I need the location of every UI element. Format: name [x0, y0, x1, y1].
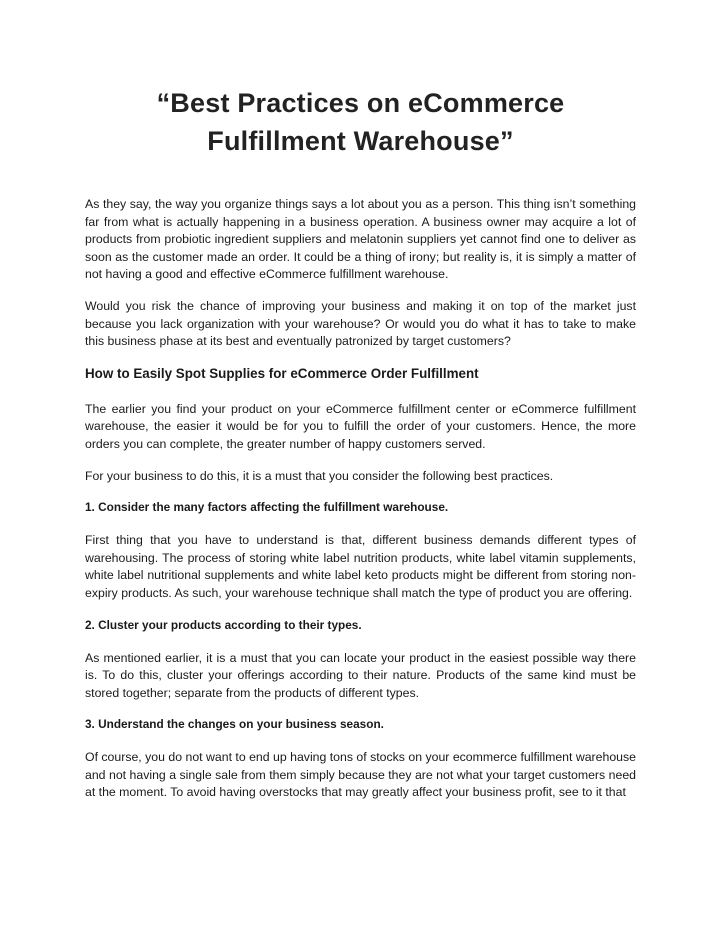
intro-paragraph: Would you risk the chance of improving your business and making it on top of the market just because you lack organization with your warehouse? Or would you do what it has to take to make this business phase at its best and eventually patronized by target customers? [85, 298, 636, 349]
section-paragraph: The earlier you find your product on your eCommerce fulfillment center or eCommerce fulfillment warehouse, the easier it would be for you to fulfill the order of your customers. Hence, the more orders you can complete, the greater number of happy customers served. [85, 401, 636, 451]
practice-paragraph: First thing that you have to understand is that, different business demands different types of warehousing. The process of storing white label nutrition products, white label vitamin supplements, white label nutritional supplements and white label keto products might be different from storing non-expiry products. As such, your warehouse technique shall match the type of product you are offering. [85, 533, 636, 600]
practice-heading: 2. Cluster your products according to their types. [85, 617, 362, 632]
intro-paragraph: As they say, the way you organize things says a lot about you as a person. This thing isn’t something far from what is actually happening in a business operation. A business owner may acquire a lot of products from probiotic ingredient suppliers and melatonin suppliers yet cannot find one to deliver as soon as the customer made an order. It could be a thing of irony; but reality is, it is simply a matter of not having a good and effective eCommerce fulfillment warehouse. [85, 197, 636, 282]
section-paragraph: For your business to do this, it is a must that you consider the following best practices. [85, 468, 554, 483]
document-page [85, 0, 636, 816]
section-heading: How to Easily Spot Supplies for eCommerce Order Fulfillment [85, 365, 479, 381]
practice-paragraph: As mentioned earlier, it is a must that you can locate your product in the easiest possible way there is. To do this, cluster your offerings according to their nature. Products of the same kind must be stored together; separate from the products of different types. [85, 650, 636, 700]
practice-heading: 1. Consider the many factors affecting the fulfillment warehouse. [85, 500, 449, 515]
practice-heading: 3. Understand the changes on your business season. [85, 717, 384, 732]
page-title: “Best Practices on eCommerce Fulfillment Warehouse” [156, 88, 565, 156]
practice-paragraph: Of course, you do not want to end up having tons of stocks on your ecommerce fulfillment warehouse and not having a single sale from them simply because they are not what your target customers need at the moment. To avoid having overstocks that may greatly affect your business profit, see to it that [85, 750, 636, 800]
